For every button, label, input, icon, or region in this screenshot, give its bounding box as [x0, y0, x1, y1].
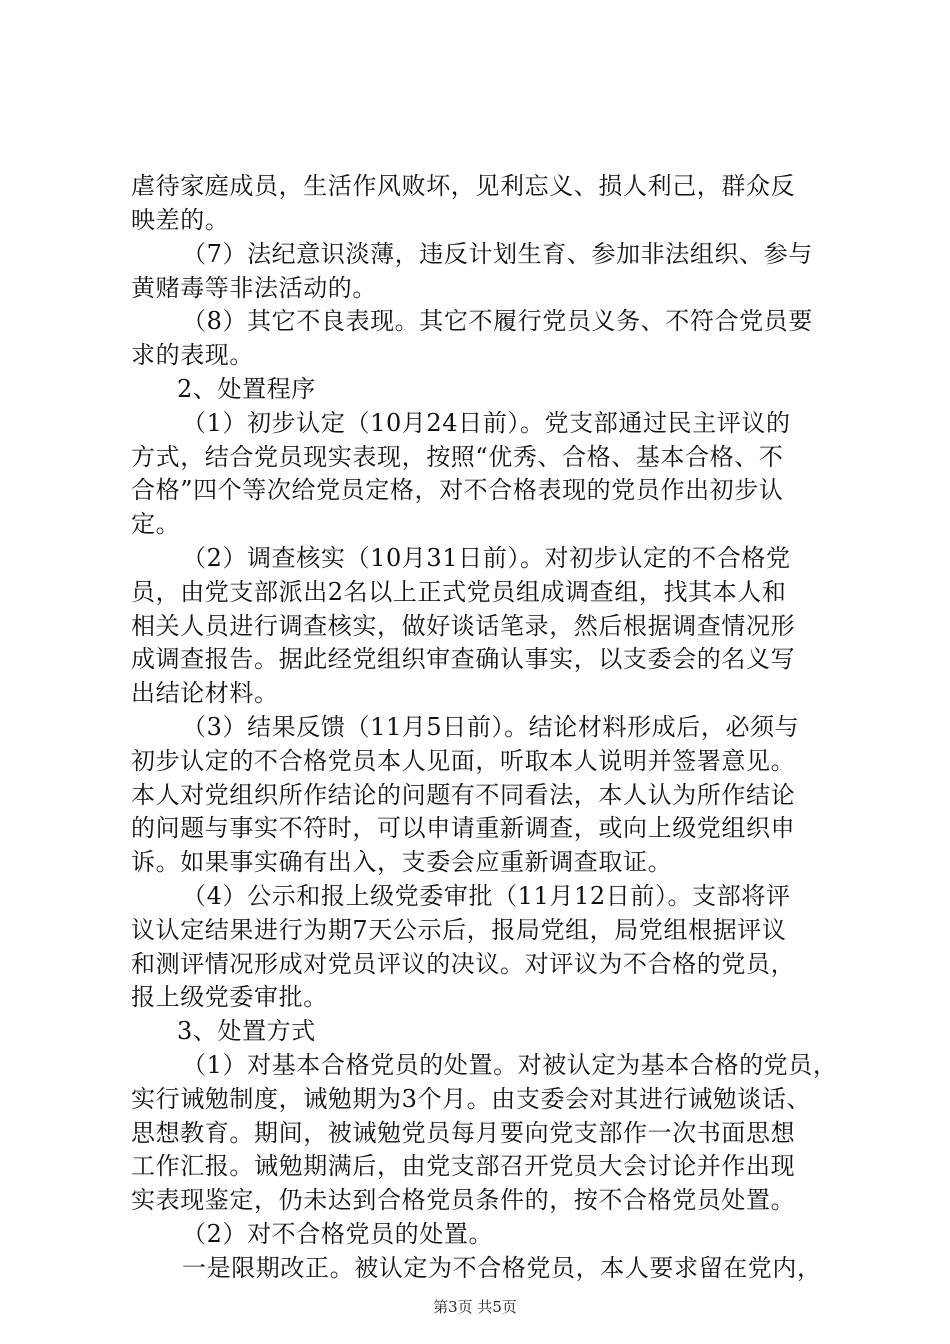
text-line: 工作汇报。诫勉期满后，由党支部召开党员大会讨论并作出现: [131, 1152, 796, 1180]
text-line: 实行诫勉制度，诫勉期为3个月。由支委会对其进行诫勉谈话、: [131, 1085, 812, 1113]
text-line: （4）公示和报上级党委审批（11月12日前）。支部将评: [182, 882, 791, 910]
text-line: 员，由党支部派出2名以上正式党员组成调查组，找其本人和: [131, 578, 787, 606]
section-heading: 2、处置程序: [177, 375, 316, 403]
text-line: 报上级党委审批。: [131, 983, 328, 1011]
text-line: （7）法纪意识淡薄，违反计划生育、参加非法组织、参与: [182, 240, 813, 268]
text-line: 定。: [131, 510, 181, 538]
text-line: 议认定结果进行为期7天公示后，报局党组，局党组根据评议: [131, 916, 787, 944]
section-heading: 3、处置方式: [177, 1017, 316, 1045]
text-line: （3）结果反馈（11月5日前）。结论材料形成后，必须与: [182, 713, 800, 741]
text-line: 初步认定的不合格党员本人见面，听取本人说明并签署意见。: [131, 747, 796, 775]
text-line: 方式，结合党员现实表现，按照“优秀、合格、基本合格、不: [131, 443, 784, 471]
text-line: （8）其它不良表现。其它不履行党员义务、不符合党员要: [182, 307, 813, 335]
text-line: 和测评情况形成对党员评议的决议。对评议为不合格的党员，: [131, 950, 796, 978]
text-line: 虐待家庭成员，生活作风败坏，见利忘义、损人利己，群众反: [131, 172, 796, 200]
text-line: 黄赌毒等非法活动的。: [131, 274, 377, 302]
text-line: 映差的。: [131, 206, 230, 234]
text-line: （1）初步认定（10月24日前）。党支部通过民主评议的: [182, 409, 791, 437]
text-line: 出结论材料。: [131, 679, 279, 707]
text-line: 思想教育。期间，被诫勉党员每月要向党支部作一次书面思想: [131, 1119, 796, 1147]
text-line: 本人对党组织所作结论的问题有不同看法，本人认为所作结论: [131, 781, 796, 809]
text-line: 的问题与事实不符时，可以申请重新调查，或向上级党组织申: [131, 814, 796, 842]
text-line: 一是限期改正。被认定为不合格党员，本人要求留在党内，: [182, 1254, 822, 1282]
text-line: 相关人员进行调查核实，做好谈话笔录，然后根据调查情况形: [131, 612, 796, 640]
text-line: （2）调查核实（10月31日前）。对初步认定的不合格党: [182, 544, 791, 572]
text-line: 成调查报告。据此经党组织审查确认事实，以支委会的名义写: [131, 645, 796, 673]
text-line: 求的表现。: [131, 341, 254, 369]
text-line: （2）对不合格党员的处置。: [182, 1220, 494, 1248]
text-line: 实表现鉴定，仍未达到合格党员条件的，按不合格党员处置。: [131, 1186, 796, 1214]
text-line: （1）对基本合格党员的处置。对被认定为基本合格的党员，: [182, 1051, 838, 1079]
text-line: 合格”四个等次给党员定格，对不合格表现的党员作出初步认: [131, 476, 784, 504]
text-line: 诉。如果事实确有出入，支委会应重新调查取证。: [131, 848, 673, 876]
page-number-footer: 第3页 共5页: [433, 1298, 517, 1316]
